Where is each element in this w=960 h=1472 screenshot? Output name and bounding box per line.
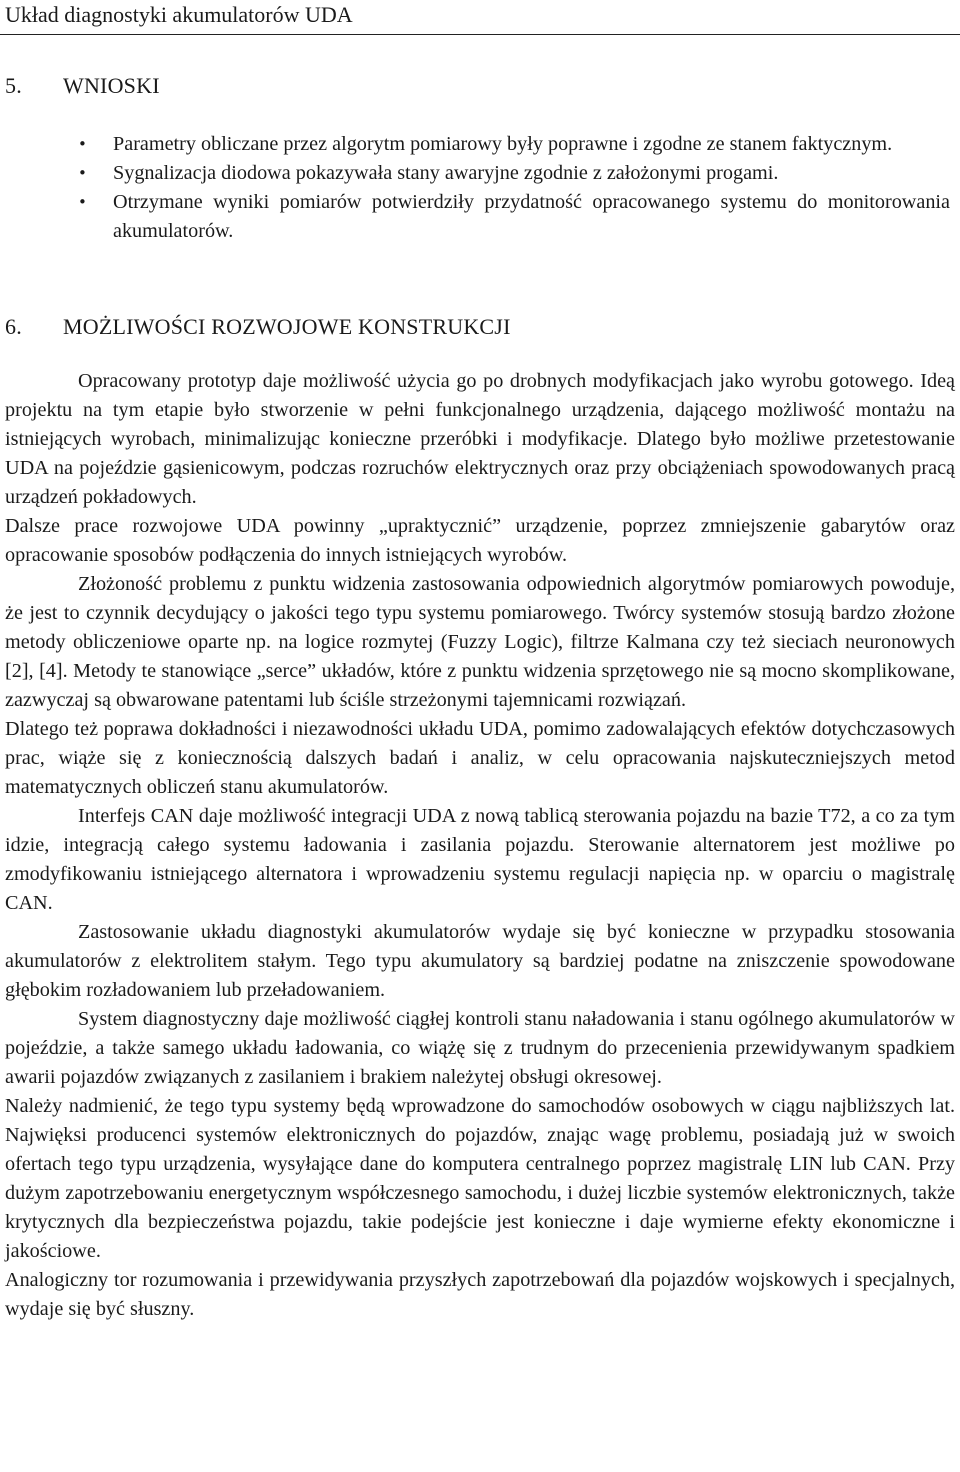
paragraph: Złożoność problemu z punktu widzenia zastosowania odpowiednich algorytmów pomiarowych powoduje, że jest to czynnik decydujący o jakości tego typu systemu pomiarowego. Twórcy systemów stosują bardzo złożone metody obliczeniowe oparte np. na logice rozmytej (Fuzzy Logic), filtrze Kalmana czy też sieciach neuronowych [2], [4]. Metody te stanowiące „serce” układów, które z punktu widzenia sprzętowego nie są mocno skomplikowane, zazwyczaj są obwarowane patentami lub ściśle strzeżonymi tajemnicami rozwiązań.: [5, 573, 955, 711]
list-item: • Otrzymane wyniki pomiarów potwierdziły przydatność opracowanego systemu do monitorowania akumulatorów.: [0, 188, 950, 246]
paragraph: Dlatego też poprawa dokładności i niezawodności układu UDA, pomimo zadowalających efektów dotychczasowych prac, wiąże się z koniecznością dalszych badań i analiz, w celu opracowania najskuteczniejszych metod matematycznych obliczeń stanu akumulatorów.: [5, 718, 955, 798]
section-5-number: 5.: [5, 73, 22, 98]
list-item: • Parametry obliczane przez algorytm pomiarowy były poprawne i zgodne ze stanem faktycznym.: [0, 130, 950, 159]
paragraph: Analogiczny tor rozumowania i przewidywania przyszłych zapotrzebowań dla pojazdów wojskowych i specjalnych, wydaje się być słuszny.: [5, 1269, 955, 1320]
paragraph: Zastosowanie układu diagnostyki akumulatorów wydaje się być konieczne w przypadku stosowania akumulatorów z elektrolitem stałym. Tego typu akumulatory są bardziej podatne na zniszczenie spowodowane głębokim rozładowaniem lub przeładowaniem.: [5, 921, 955, 1001]
conclusions-list: [0, 130, 950, 246]
running-header: Układ diagnostyki akumulatorów UDA: [5, 2, 353, 27]
paragraph: Dalsze prace rozwojowe UDA powinny „upraktycznić” urządzenie, poprzez zmniejszenie gabarytów oraz opracowanie sposobów podłączenia do innych istniejących wyrobów.: [5, 515, 955, 566]
section-5-title: WNIOSKI: [63, 73, 160, 98]
header-divider: [0, 34, 960, 35]
paragraph: Interfejs CAN daje możliwość integracji UDA z nową tablicą sterowania pojazdu na bazie T72, a co za tym idzie, integracją całego systemu ładowania i zasilania pojazdu. Sterowanie alternatorem jest możliwe po zmodyfikowaniu istniejącego alternatora i wprowadzeniu systemu regulacji napięcia np. w oparciu o magistralę CAN.: [5, 805, 955, 914]
section-5-heading: [5, 72, 160, 100]
list-item: • Sygnalizacja diodowa pokazywała stany awaryjne zgodnie z założonymi progami.: [0, 159, 950, 188]
paragraph: System diagnostyczny daje możliwość ciągłej kontroli stanu naładowania i stanu ogólnego akumulatorów w pojeździe, a także samego układu ładowania, co wiążę się z trudnym do przecenienia przewidywanym spadkiem awarii pojazdów związanych z zasilaniem i brakiem należytej obsługi okresowej.: [5, 1008, 955, 1088]
section-6-title: MOŻLIWOŚCI ROZWOJOWE KONSTRUKCJI: [63, 314, 511, 339]
paragraph: Należy nadmienić, że tego typu systemy będą wprowadzone do samochodów osobowych w ciągu najbliższych lat. Najwięksi producenci systemów elektronicznych do pojazdów, znając wagę problemu, posiadają już w swoich ofertach tego typu urządzenia, wysyłające dane do komputera centralnego poprzez magistralę LIN lub CAN. Przy dużym zapotrzebowaniu energetycznym współczesnego samochodu, i dużej liczbie systemów elektronicznych, także krytycznych dla bezpieczeństwa pojazdu, takie podejście jest konieczne i daje wymierne efekty ekonomiczne i jakościowe.: [5, 1095, 955, 1262]
section-6-heading: [5, 313, 511, 341]
section-6-number: 6.: [5, 314, 22, 339]
section-6-body: [5, 367, 955, 1324]
paragraph: Opracowany prototyp daje możliwość użycia go po drobnych modyfikacjach jako wyrobu gotowego. Ideą projektu na tym etapie było stworzenie w pełni funkcjonalnego urządzenia, dającego możliwość montażu na istniejących wyrobach, minimalizując konieczne przeróbki i modyfikacje. Dlatego było możliwe przetestowanie UDA na pojeździe gąsienicowym, podczas rozruchów elektrycznych oraz przy obciążeniach spowodowanych pracą urządzeń pokładowych.: [5, 370, 955, 508]
